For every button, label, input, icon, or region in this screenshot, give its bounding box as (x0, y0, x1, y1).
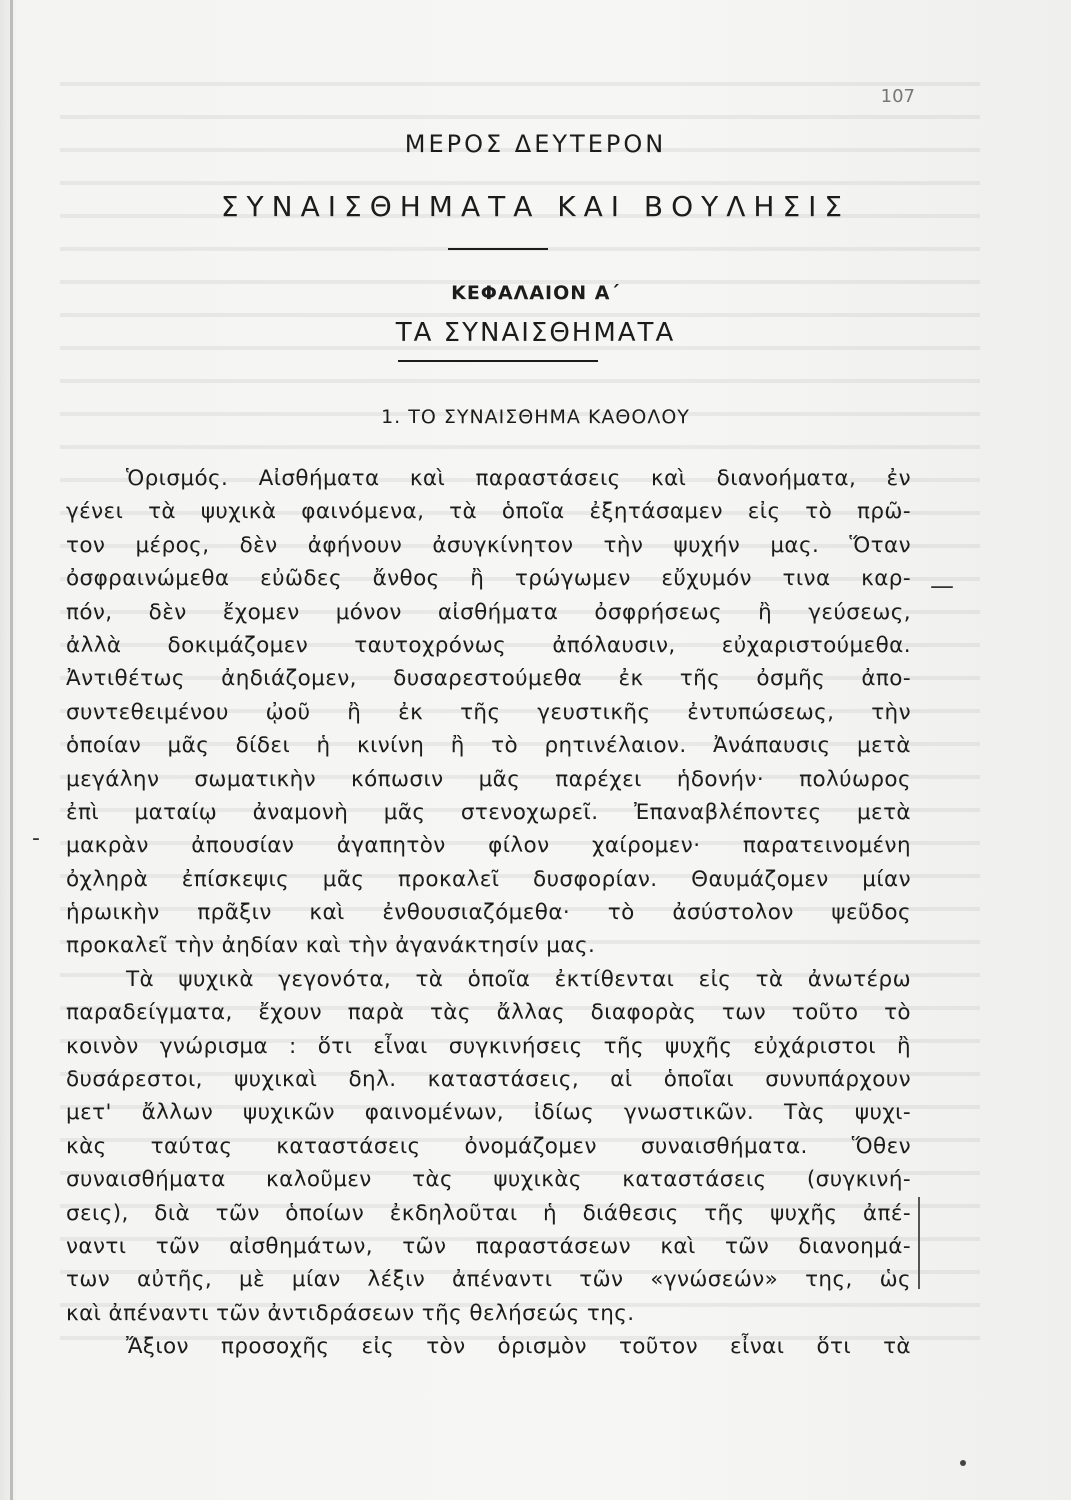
chapter-label: ΚΕΦΑΛΑΙΟΝ Α΄ (451, 282, 620, 304)
text-line: πόν, δὲν ἔχομεν μόνον αἰσθήματα ὀσφρήσεως ἢ γεύσεως, (66, 599, 911, 625)
text-line: δυσάρεστοι, ψυχικαὶ δηλ. καταστάσεις, αἱ ὁποῖαι συνυπάρχουν (66, 1067, 911, 1093)
text-line: Ἀντιθέτως ἀηδιάζομεν, δυσαρεστούμεθα ἐκ τῆς ὀσμῆς ἀπο- (66, 666, 911, 692)
subsection-title: 1. ΤΟ ΣΥΝΑΙΣΘΗΜΑ ΚΑΘΟΛΟΥ (381, 406, 690, 428)
text-line: τον μέρος, δὲν ἀφήνουν ἀσυγκίνητον τὴν ψυχήν μας. Ὅταν (66, 532, 911, 558)
text-line: ὁποίαν μᾶς δίδει ἡ κινίνη ἢ τὸ ρητινέλαιον. Ἀνάπαυσις μετὰ (66, 733, 911, 759)
divider-rule (448, 248, 548, 250)
section-title: ΣΥΝΑΙΣΘΗΜΑΤΑ ΚΑΙ ΒΟΥΛΗΣΙΣ (220, 190, 851, 223)
margin-dash-mark: — (930, 572, 954, 600)
page-edge-shadow (10, 0, 13, 1500)
text-line: Ἄξιον προσοχῆς εἰς τὸν ὁρισμὸν τοῦτον εἶναι ὅτι τὰ (126, 1334, 911, 1360)
text-line: σεις), διὰ τῶν ὁποίων ἐκδηλοῦται ἡ διάθεσις τῆς ψυχῆς ἀπέ- (66, 1200, 911, 1226)
text-line: των αὐτῆς, μὲ μίαν λέξιν ἀπέναντι τῶν «γνώσεών» της, ὡς (66, 1267, 911, 1293)
text-line: γένει τὰ ψυχικὰ φαινόμενα, τὰ ὁποῖα ἐξητάσαμεν εἰς τὸ πρῶ- (66, 499, 911, 525)
text-line: μεγάλην σωματικὴν κόπωσιν μᾶς παρέχει ἡδονήν· πολύωρος (66, 766, 911, 792)
text-line: συναισθήματα καλοῦμεν τὰς ψυχικὰς καταστάσεις (συγκινή- (66, 1167, 911, 1193)
margin-dash-mark: - (32, 826, 40, 851)
text-line: Ὁρισμός. Αἰσθήματα καὶ παραστάσεις καὶ διανοήματα, ἐν (126, 466, 911, 491)
part-title: ΜΕΡΟΣ ΔΕΥΤΕΡΟΝ (404, 130, 667, 158)
chapter-title: ΤΑ ΣΥΝΑΙΣΘΗΜΑΤΑ (395, 318, 676, 348)
text-line: συντεθειμένου ᾠοῦ ἢ ἐκ τῆς γευστικῆς ἐντυπώσεως, τὴν (66, 699, 911, 725)
text-line: ναντι τῶν αἰσθημάτων, τῶν παραστάσεων καὶ τῶν διανοημά- (66, 1233, 911, 1259)
text-line: ὀχληρὰ ἐπίσκεψις μᾶς προκαλεῖ δυσφορίαν. Θαυμάζομεν μίαν (66, 866, 911, 892)
text-line: μετ' ἄλλων ψυχικῶν φαινομένων, ἰδίως γνωστικῶν. Τὰς ψυχι- (66, 1100, 911, 1126)
ink-dot (960, 1460, 966, 1466)
text-line: ἡρωικὴν πρᾶξιν καὶ ἐνθουσιαζόμεθα· τὸ ἀσύστολον ψεῦδος (66, 900, 911, 926)
text-line: παραδείγματα, ἔχουν παρὰ τὰς ἄλλας διαφορὰς των τοῦτο τὸ (66, 1000, 911, 1026)
text-line: προκαλεῖ τὴν ἀηδίαν καὶ τὴν ἀγανάκτησίν μας. (66, 933, 596, 959)
margin-bracket-mark (908, 1197, 920, 1289)
text-line: μακρὰν ἀπουσίαν ἀγαπητὸν φίλον χαίρομεν· παρατεινομένη (66, 833, 911, 859)
text-line: κὰς ταύτας καταστάσεις ὀνομάζομεν συναισθήματα. Ὅθεν (66, 1133, 911, 1159)
text-line: ὀσφραινώμεθα εὐῶδες ἄνθος ἢ τρώγωμεν εὔχυμόν τινα καρ- (66, 566, 911, 592)
divider-rule (398, 360, 598, 362)
body-text (66, 462, 911, 1364)
text-line: καὶ ἀπέναντι τῶν ἀντιδράσεων τῆς θελήσεώς της. (66, 1300, 635, 1326)
text-line: ἀλλὰ δοκιμάζομεν ταυτοχρόνως ἀπόλαυσιν, εὐχαριστούμεθα. (66, 632, 911, 658)
page-number: 107 (880, 86, 915, 107)
text-line: ἐπὶ ματαίῳ ἀναμονὴ μᾶς στενοχωρεῖ. Ἐπαναβλέποντες μετὰ (66, 799, 911, 825)
text-line: κοινὸν γνώρισμα : ὅτι εἶναι συγκινήσεις τῆς ψυχῆς εὐχάριστοι ἢ (66, 1033, 911, 1059)
text-line: Τὰ ψυχικὰ γεγονότα, τὰ ὁποῖα ἐκτίθενται εἰς τὰ ἀνωτέρω (126, 966, 911, 992)
